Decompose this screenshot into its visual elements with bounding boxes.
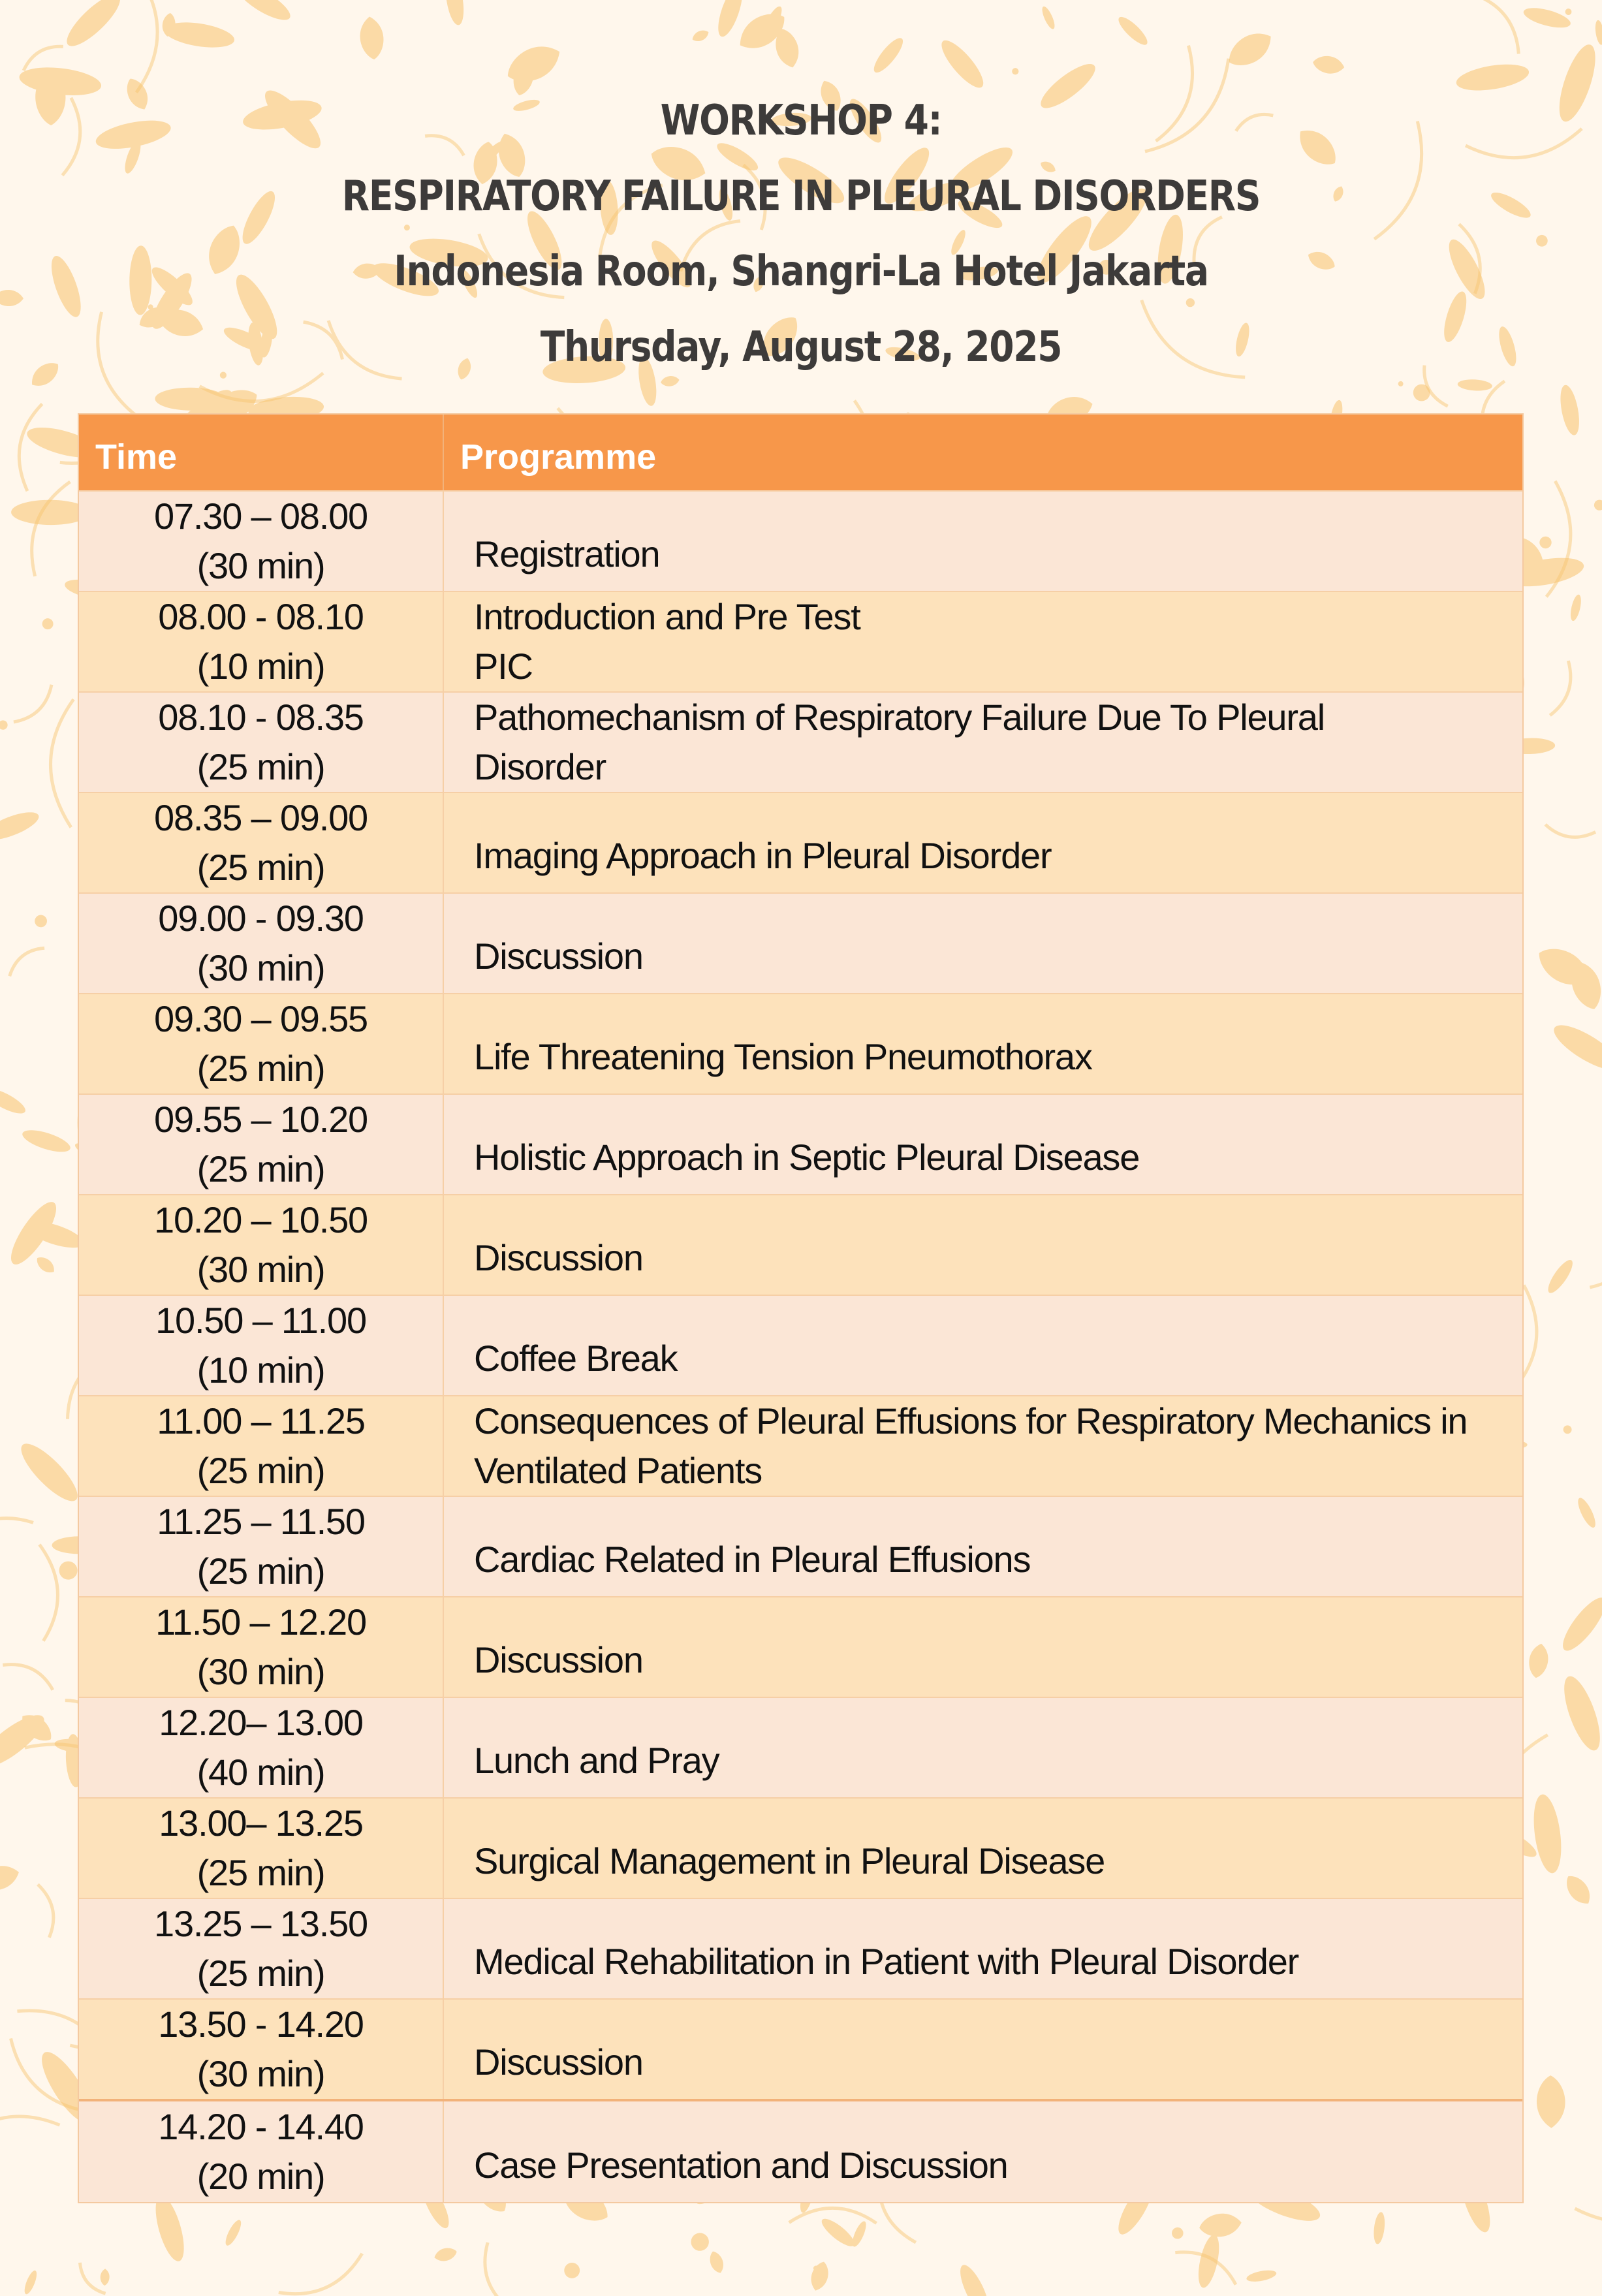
programme-title: Introduction and Pre Test xyxy=(474,596,860,637)
stem-shape xyxy=(136,0,157,93)
table-row xyxy=(79,1093,1522,1194)
leaf-shape xyxy=(403,224,410,230)
time-cell xyxy=(79,894,444,993)
leaf-shape xyxy=(1561,1871,1595,1909)
leaf-shape xyxy=(358,16,386,61)
programme-title: Discussion xyxy=(474,1237,643,1278)
table-row xyxy=(79,591,1522,691)
duration: (25 min) xyxy=(196,1450,325,1491)
leaf-shape xyxy=(1198,2211,1243,2239)
programme-cell xyxy=(444,1698,1522,1797)
leaf-shape xyxy=(32,913,49,930)
leaf-shape xyxy=(1457,379,1492,392)
stem-shape xyxy=(0,2116,60,2148)
duration: (10 min) xyxy=(196,646,325,687)
programme-title: Medical Rehabilitation in Patient with Pleural Disorder xyxy=(474,1941,1299,1982)
table-row xyxy=(79,892,1522,993)
leaf-shape xyxy=(18,63,102,99)
leaf-shape xyxy=(20,1125,73,1156)
time-cell xyxy=(79,1497,444,1596)
stem-shape xyxy=(1575,2194,1602,2222)
table-row xyxy=(79,2099,1522,2202)
time-range: 14.20 - 14.40 xyxy=(158,2106,364,2147)
leaf-shape xyxy=(60,0,127,53)
time-cell xyxy=(79,1899,444,1998)
time-cell xyxy=(79,492,444,591)
leaf-shape xyxy=(1410,381,1434,405)
workshop-title: RESPIRATORY FAILURE IN PLEURAL DISORDERS xyxy=(341,172,1261,221)
leaf-shape xyxy=(46,253,87,321)
leaf-shape xyxy=(870,34,907,76)
leaf-shape xyxy=(433,2246,458,2263)
programme-title: Lunch and Pray xyxy=(474,1740,719,1781)
leaf-shape xyxy=(691,27,711,44)
stem-shape xyxy=(0,1518,33,1549)
leaf-shape xyxy=(1556,1592,1602,1656)
leaf-shape xyxy=(219,371,228,380)
stem-shape xyxy=(1550,661,1571,716)
time-range: 09.30 – 09.55 xyxy=(154,998,368,1039)
stem-shape xyxy=(50,699,73,827)
stem-shape xyxy=(38,1885,54,1938)
leaf-shape xyxy=(714,0,747,39)
duration: (25 min) xyxy=(196,1550,325,1592)
schedule-table xyxy=(78,413,1524,2203)
time-range: 13.50 - 14.20 xyxy=(158,2004,364,2045)
programme-cell xyxy=(444,994,1522,1093)
time-range: 11.00 – 11.25 xyxy=(157,1400,365,1441)
leaf-shape xyxy=(27,357,64,392)
programme-cell xyxy=(444,1899,1522,1998)
leaf-shape xyxy=(223,2218,243,2248)
leaf-shape xyxy=(1557,1672,1602,1754)
leaf-shape xyxy=(935,35,989,93)
leaf-shape xyxy=(100,2269,110,2286)
duration: (25 min) xyxy=(196,847,325,888)
programme-title: Life Threatening Tension Pneumothorax xyxy=(474,1036,1092,1077)
duration: (30 min) xyxy=(196,2053,325,2094)
table-row xyxy=(79,691,1522,792)
leaf-shape xyxy=(660,375,680,387)
leaf-shape xyxy=(689,2231,711,2253)
stem-shape xyxy=(1545,825,1595,837)
programme-cell xyxy=(444,1195,1522,1295)
duration: (30 min) xyxy=(196,545,325,586)
stem-shape xyxy=(32,482,71,576)
leaf-shape xyxy=(1539,535,1552,549)
programme-cell xyxy=(444,492,1522,591)
table-row xyxy=(79,1295,1522,1395)
stem-shape xyxy=(24,46,63,71)
stem-shape xyxy=(1590,1227,1602,1287)
leaf-shape xyxy=(1548,1017,1602,1077)
workshop-number: WORKSHOP 4: xyxy=(660,97,942,145)
stem-shape xyxy=(485,2242,511,2296)
table-row xyxy=(79,1898,1522,1998)
time-range: 11.50 – 12.20 xyxy=(155,1601,366,1643)
duration: (25 min) xyxy=(196,1148,325,1189)
programme-title: Coffee Break xyxy=(474,1338,678,1379)
programme-cell xyxy=(444,1296,1522,1395)
time-cell xyxy=(79,592,444,691)
time-cell xyxy=(79,2101,444,2202)
leaf-shape xyxy=(1170,2225,1186,2241)
leaf-shape xyxy=(33,1253,57,1276)
time-range: 08.10 - 08.35 xyxy=(158,697,364,738)
leaf-shape xyxy=(1533,232,1550,249)
leaf-shape xyxy=(0,289,24,306)
duration: (25 min) xyxy=(196,746,325,787)
leaf-shape xyxy=(1454,60,1531,95)
programme-cell xyxy=(444,793,1522,892)
leaf-shape xyxy=(40,616,55,631)
table-row xyxy=(79,490,1522,591)
duration: (10 min) xyxy=(196,1349,325,1391)
leaf-shape xyxy=(955,2261,995,2296)
time-cell xyxy=(79,1396,444,1496)
leaf-shape xyxy=(1195,2233,1223,2290)
leaf-shape xyxy=(1246,2269,1278,2284)
leaf-shape xyxy=(1575,1496,1599,1530)
programme-cell xyxy=(444,1799,1522,1898)
leaf-shape xyxy=(0,1084,29,1118)
leaf-shape xyxy=(1530,1793,1565,1875)
leaf-shape xyxy=(1536,2075,1565,2128)
leaf-shape xyxy=(561,2259,583,2282)
leaf-shape xyxy=(1311,54,1345,76)
programme-title: Holistic Approach in Septic Pleural Disease xyxy=(474,1137,1140,1178)
leaf-shape xyxy=(1569,593,1583,621)
time-range: 13.00– 13.25 xyxy=(159,1802,363,1844)
duration: (20 min) xyxy=(196,2156,325,2197)
leaf-shape xyxy=(1115,13,1151,48)
duration: (30 min) xyxy=(196,1249,325,1290)
table-row xyxy=(79,1496,1522,1596)
leaf-shape xyxy=(1011,67,1019,75)
time-column-header: Time xyxy=(79,415,444,490)
table-header-row xyxy=(79,415,1522,490)
duration: (25 min) xyxy=(196,1953,325,1994)
time-cell xyxy=(79,1195,444,1295)
time-cell xyxy=(79,1095,444,1194)
time-cell xyxy=(79,1296,444,1395)
time-cell xyxy=(79,693,444,792)
time-cell xyxy=(79,1597,444,1697)
leaf-shape xyxy=(1222,25,1278,74)
table-body xyxy=(79,490,1522,2202)
time-range: 12.20– 13.00 xyxy=(159,1702,363,1743)
leaf-shape xyxy=(1397,380,1404,387)
programme-title-line2: Ventilated Patients xyxy=(474,1450,762,1491)
time-cell xyxy=(79,994,444,1093)
time-range: 09.55 – 10.20 xyxy=(154,1099,368,1140)
time-range: 08.00 - 08.10 xyxy=(158,596,364,637)
time-cell xyxy=(79,1799,444,1898)
programme-title: Discussion xyxy=(474,1639,643,1680)
time-range: 11.25 – 11.50 xyxy=(157,1501,365,1542)
leaf-shape xyxy=(808,2259,832,2293)
stem-shape xyxy=(14,685,52,722)
programme-cell xyxy=(444,693,1522,792)
programme-title: Consequences of Pleural Effusions for Respiratory Mechanics in xyxy=(474,1400,1468,1441)
programme-column-header: Programme xyxy=(460,437,657,477)
table-row xyxy=(79,792,1522,892)
time-cell xyxy=(79,1698,444,1797)
stem-shape xyxy=(63,98,80,176)
leaf-shape xyxy=(1592,498,1602,512)
event-date: Thursday, August 28, 2025 xyxy=(540,323,1062,371)
programme-title: Surgical Management in Pleural Disease xyxy=(474,1840,1105,1881)
programme-title: Registration xyxy=(474,533,660,574)
programme-title-line2: PIC xyxy=(474,646,533,687)
time-range: 13.25 – 13.50 xyxy=(154,1903,368,1944)
leaf-shape xyxy=(232,0,294,26)
leaf-shape xyxy=(150,2193,190,2264)
programme-cell xyxy=(444,894,1522,993)
leaf-shape xyxy=(501,38,567,90)
programme-cell xyxy=(444,1396,1522,1496)
leaf-shape xyxy=(1544,1257,1577,1296)
time-range: 07.30 – 08.00 xyxy=(154,495,368,537)
leaf-shape xyxy=(1552,40,1602,125)
table-row xyxy=(79,1797,1522,1898)
time-range: 10.50 – 11.00 xyxy=(155,1300,366,1341)
leaf-shape xyxy=(1186,298,1195,307)
leaf-shape xyxy=(57,1560,80,1582)
leaf-shape xyxy=(1522,4,1573,31)
leaf-shape xyxy=(1040,5,1057,31)
time-range: 09.00 - 09.30 xyxy=(158,898,364,939)
table-row xyxy=(79,1194,1522,1295)
programme-title: Case Presentation and Discussion xyxy=(474,2145,1008,2186)
leaf-shape xyxy=(1563,1425,1572,1434)
table-row xyxy=(79,1697,1522,1797)
time-range: 08.35 – 09.00 xyxy=(154,797,368,838)
leaf-shape xyxy=(1594,20,1602,46)
stem-shape xyxy=(3,1665,53,1690)
leaf-shape xyxy=(1564,7,1573,16)
stem-shape xyxy=(279,2254,362,2294)
duration: (30 min) xyxy=(196,1651,325,1692)
programme-title: Pathomechanism of Respiratory Failure Due To Pleural xyxy=(474,697,1325,738)
leaf-shape xyxy=(1496,324,1520,368)
programme-cell xyxy=(444,1597,1522,1697)
programme-cell xyxy=(444,2101,1522,2202)
table-row xyxy=(79,993,1522,1093)
leaf-shape xyxy=(1557,384,1582,437)
table-row xyxy=(79,1596,1522,1697)
leaf-shape xyxy=(14,1436,85,1508)
stem-shape xyxy=(39,1545,57,1641)
leaf-shape xyxy=(818,2215,858,2251)
time-cell xyxy=(79,793,444,892)
time-cell xyxy=(79,2000,444,2099)
leaf-shape xyxy=(22,2269,39,2296)
leaf-shape xyxy=(0,1861,22,1895)
programme-title: Discussion xyxy=(474,2041,643,2083)
programme-title: Discussion xyxy=(474,936,643,977)
programme-cell xyxy=(444,2000,1522,2099)
venue: Indonesia Room, Shangri-La Hotel Jakarta xyxy=(394,247,1208,296)
leaf-shape xyxy=(0,807,42,845)
programme-title: Cardiac Related in Pleural Effusions xyxy=(474,1539,1031,1580)
programme-cell xyxy=(444,1497,1522,1596)
leaf-shape xyxy=(1372,2212,1386,2245)
stem-shape xyxy=(1470,0,1518,54)
leaf-shape xyxy=(707,2250,727,2275)
duration: (25 min) xyxy=(196,1852,325,1893)
programme-cell xyxy=(444,592,1522,691)
programme-title: Imaging Approach in Pleural Disorder xyxy=(474,835,1052,876)
leaf-shape xyxy=(0,719,9,731)
duration: (40 min) xyxy=(196,1752,325,1793)
leaf-shape xyxy=(443,0,467,26)
stem-shape xyxy=(10,948,44,976)
table-row xyxy=(79,1395,1522,1496)
leaf-shape xyxy=(1527,1642,1551,1679)
table-row xyxy=(79,1998,1522,2099)
leaf-shape xyxy=(1488,188,1533,223)
time-range: 10.20 – 10.50 xyxy=(154,1199,368,1240)
duration: (30 min) xyxy=(196,947,325,988)
leaf-shape xyxy=(850,2220,869,2248)
programme-cell xyxy=(444,1095,1522,1194)
stem-shape xyxy=(19,404,42,492)
programme-title-line2: Disorder xyxy=(474,746,606,787)
duration: (25 min) xyxy=(196,1048,325,1089)
